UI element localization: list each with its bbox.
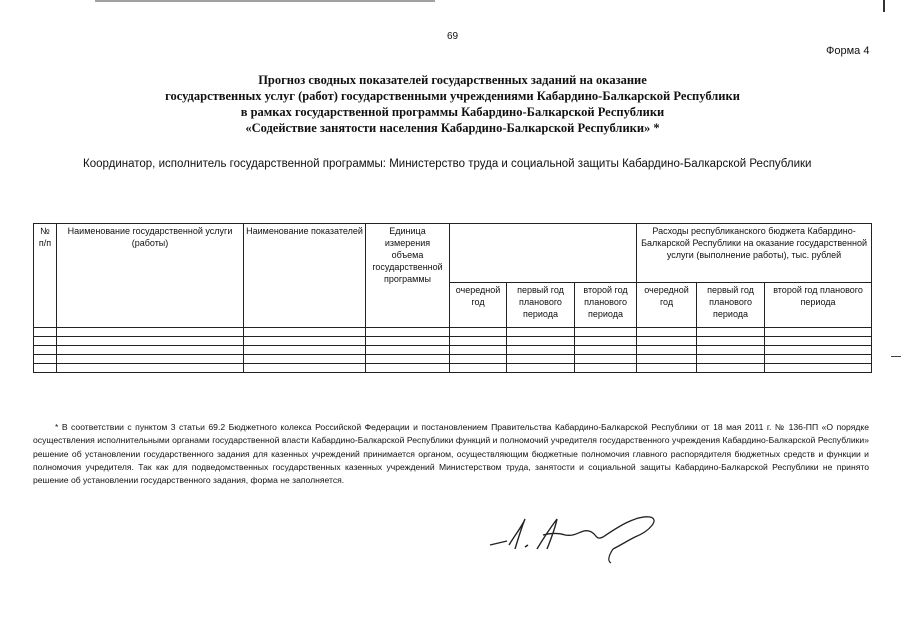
scan-artifact-side	[891, 356, 901, 357]
col-header-unit: Единица измерения объема государственной программы	[366, 224, 450, 328]
coordinator-line: Координатор, исполнитель государственной программы: Министерство труда и социальной защиты Кабардино-Балкарской Республики	[83, 158, 812, 170]
page-number: 69	[446, 31, 459, 42]
table-row	[34, 355, 872, 364]
form-label: Форма 4	[826, 45, 870, 57]
col-header-volume-group	[450, 224, 637, 283]
indicators-table	[33, 223, 872, 373]
col-header-service: Наименование государственной услуги (работы)	[57, 224, 244, 328]
col-header-expenses: Расходы республиканского бюджета Кабардино-Балкарской Республики на оказание государственной услуги (выполнение работы), тыс. рублей	[637, 224, 872, 283]
table-row	[34, 328, 872, 337]
table-row	[34, 346, 872, 355]
sub-header-first-plan-year: первый год планового периода	[507, 283, 575, 328]
title-line: «Содействие занятости населения Кабардино-Балкарской Республики» *	[245, 121, 660, 135]
document-title	[120, 72, 785, 136]
exp-header-current-year: очередной год	[637, 283, 697, 328]
title-line: государственных услуг (работ) государственными учреждениями Кабардино-Балкарской Республики	[165, 89, 740, 103]
footnote: * В соответствии с пунктом 3 статьи 69.2 Бюджетного колекса Российской Федерации и постановлением Правительства Кабардино-Балкарской Республики от 18 мая 2011 г. № 136-ПП «О порядке осуществления исполнительными органами государственной власти Кабардино-Балкарской Республики функций и полномочий учредителя государственного учреждения Кабардино-Балкарской Республики» решение об установлении государственного задания для казенных учреждений принимается органом, осуществляющим бюджетные полномочия главного распорядителя бюджетных средств и функции и полномочия учредителя. Так как для подведомственных государственных казенных учреждений Министерством труда, занятости и социальной защиты Кабардино-Балкарской Республики не принято решение об установлении государственного задания, форма не заполняется.	[33, 422, 869, 486]
table-row	[34, 337, 872, 346]
scan-artifact-right	[883, 0, 885, 12]
sub-header-current-year: очередной год	[450, 283, 507, 328]
col-header-indicator: Наименование показателей	[244, 224, 366, 328]
exp-header-first-plan-year: первый год планового периода	[697, 283, 765, 328]
scan-artifact-top	[0, 0, 905, 4]
sub-header-second-plan-year: второй год планового периода	[575, 283, 637, 328]
signature-icon	[485, 505, 665, 565]
exp-header-second-plan-year: второй год планового периода	[765, 283, 872, 328]
title-line: в рамках государственной программы Кабардино-Балкарской Республики	[240, 105, 665, 119]
table-row	[34, 364, 872, 373]
title-line: Прогноз сводных показателей государственных заданий на оказание	[258, 73, 647, 87]
col-header-number: № п/п	[34, 224, 57, 328]
